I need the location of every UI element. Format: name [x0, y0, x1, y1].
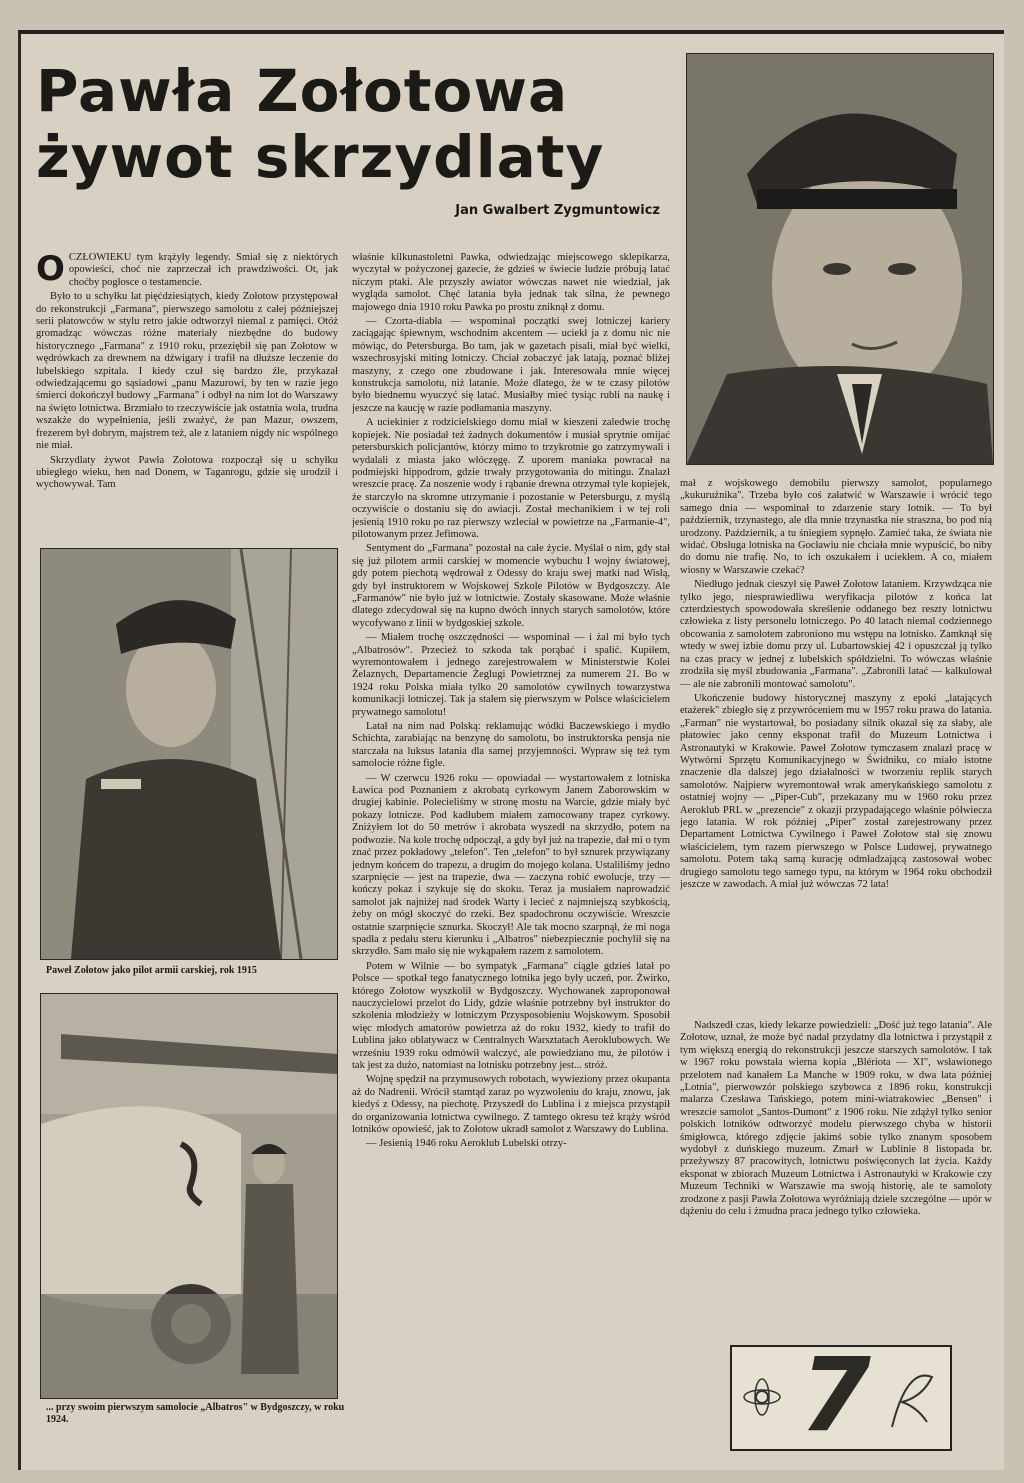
section-badge [730, 1336, 952, 1455]
portrait-photo [686, 53, 994, 465]
author-byline: Jan Gwalbert Zygmuntowicz [455, 203, 660, 218]
paragraph: Było to u schyłku lat pięćdziesiątych, kiedy Zołotow przystępował do rekonstrukcji „Farmana", pierwszego samolotu z całej późniejszej serii płatowców w stylu retro jakie odtworzył niemal z pamięci. Otóż gromadząc wówczas różne materiały niezbędne do budowy historycznego „Farmana" z 1910 roku, przeziębił się pan Zołotow w wędrówkach za drewnem na dźwigary i trafił na dłuższe leczenie do lubelskiego szpitala. I kiedy czuł się bardzo źle, przykazał odwiedzającemu go sąsiadowi „panu Mazurowi, by ten w razie jego śmierci dokończył budowy „Farmana" i odbył na nim lot do Warszawy na święto lotnictwa. Brzmiało to rzeczywiście jak ostatnia wola, trudna wszakże do wypełnienia, jeśli zważyć, że pan Mazur, owszem, frezerem był dobrym, majstrem też, ale z lataniem nigdy nic wspólnego nie miał. [36, 291, 338, 452]
paragraph: Ukończenie budowy historycznej maszyny z epoki „latających etażerek" zbiegło się z przywróceniem mu w 1957 roku prawa do latania. „Farman" nie wystartował, bo posiadany silnik okazał się za słaby, ale płatowiec jako cenny eksponat trafił do Muzeum Lotnictwa i Astronautyki w Krakowie. Paweł Zołotow tymczasem znalazł pracę w Wytwórni Sprzętu Komunikacyjnego w Świdniku, co miało istotne znaczenie dla dalszej jego działalności w tworzeniu replik starych samolotów. Najpierw wyremontował wrak amerykańskiego samolotu z ostatniej wojny — „Piper-Cub", przekazany mu w 1960 roku przez Aeroklub PRL w „prezencie" z okazji przypadającego właśnie półwiecza jego latania. W rok później „Piper" został zarejestrowany przez Departament Lotnictwa Cywilnego i Paweł Zołotow stał się znowu właścicielem, tym razem pierwszego w Polsce Ludowej, prywatnego samolotu. Potem taką samą kurację odmładzającą zastosował wobec drugiego samolotu tego samego typu, na którym w 1964 roku obchodził jeszcze w zawodach. A miał już wówczas 72 lata! [680, 692, 992, 890]
pilot-photo [40, 548, 338, 960]
photo-caption: Paweł Zołotow jako pilot armii carskiej, rok 1915 [46, 965, 257, 976]
top-rule [18, 30, 1004, 34]
title-line-2: żywot skrzydlaty [36, 123, 605, 191]
paragraph: właśnie kilkunastoletni Pawka, odwiedzając miejscowego sklepikarza, wyczytał w pożyczonej gazecie, że gdzieś w świecie ludzie próbują latać niczym ptaki. Ale przyszły awiator wówczas nawet nie wiedział, jak wygląda samolot. Chęć latania była jednak tak silna, że pewnego majowego dnia 1910 roku Pawka po prostu zniknął z domu. [352, 252, 670, 313]
paragraph: mał z wojskowego demobilu pierwszy samolot, popularnego „kukurużnika". Trzeba było coś załatwić w Warszawie i wrócić tego samego dnia — wspominał to zdarzenie stary lotnik. — To był październik, trzynastego, ale dla mnie trzynastka nie straszna, bo pod nią urodzony. Październik, a tu śniegiem sypnęło. Zamieć taka, że świata nie widać. Obsługa lotniska na Gocławiu nie chciała mnie wypuścić, bo niby do domu nie trafię. No, to ich oszukałem i uciekłem. A co, miałem wiosny w Warszawie czekać? [680, 478, 992, 576]
title-line-1: Pawła Zołotowa [36, 57, 569, 125]
paragraph: Niedługo jednak cieszył się Paweł Zołotow lataniem. Krzywdząca nie tylko jego, niesprawiedliwa weryfikacja pilotów z końca lat czterdziestych spowodowała skreślenie oddanego bez reszty lotnictwu człowieka z listy personelu lotniczego. Po 40 latach niemal codziennego obcowania z samolotem zabroniono mu wstępu na lotnisko. Zamknął się wtedy w swej izbie domu przy ul. Lubartowskiej 42 i opuszczał ją tylko na czas pracy w jednej z lubelskich spółdzielni. To wówczas właśnie zrodziła się myśl zbudowania „Farmana". „Zabronili latać — kalkulował — ale nie zabronili montować samolotu". [680, 579, 992, 690]
photo-caption: ... przy swoim pierwszym samolocie „Albatros" w Bydgoszczy, w roku 1924. [46, 1402, 345, 1425]
paragraph: Nadszedł czas, kiedy lekarze powiedzieli: „Dość już tego latania". Ale Zołotow, uznał, że może być nadal przydatny dla lotnictwa i przystąpił z tym większą energią do rekonstrukcji jeszcze starszych samolotów. I tak w 1967 roku powstała wierna kopia „Blériota — XI", wsławionego przelotem nad kanałem La Manche w 1909 roku, w dwa lata później „Lotnia", pierwowzór polskiego szybowca z 1896 roku, konstrukcji malarza Czesława Tańskiego, potem mini-wiatrakowiec „Bensen" i wreszcie samolot „Santos-Dumont" z 1906 roku. Nie zdążył tylko senior polskich lotników odtworzyć modelu pierwszego chyba w historii śmigłowca, którego zdjęcie jakimś sobie tylko znanym sposobem wydobył z duńskiego muzeum. Zmarł w Lublinie 8 listopada br. przeżywszy 87 pracowitych, lotnictwu poświęconych lat życia. Każdy eksponat w zbiorach Muzeum Lotnictwa i Astronautyki w Krakowie czy Muzeum Techniki w Warszawie ma swoją historię, ale te samoloty zrodzone z pasji Pawła Zołotowa wyróżniają dziele szczególne — upór w dążeniu do celu i żmudna praca jednego tylko człowieka. [680, 1020, 992, 1218]
paragraph: Wojnę spędził na przymusowych robotach, wywieziony przez okupanta aż do Nadrenii. Wrócił stamtąd zaraz po wyzwoleniu do kraju, znowu, jak kiedyś z Odessy, na piechotę. Przyszedł do Lublina i z miejsca przystąpił do organizowania lotnictwa cywilnego. Z tamtego okresu też krąży wśród lotników opowieść, jak to Zołotow ukradł samolot z Warszawy do Lublina. [352, 1074, 670, 1136]
article-title [36, 58, 656, 190]
portrait-illustration [687, 54, 993, 464]
article-column-3 [680, 478, 992, 1018]
paragraph: — W czerwcu 1926 roku — opowiadał — wystartowałem z lotniska Ławica pod Poznaniem z akrobatą cyrkowym Janem Zaborowskim w drugiej kabinie. Polecieliśmy w stronę mostu na Warcie, gdzie miały być pokazy lotnicze. Pod kadłubem miałem zamocowany trapez cyrkowy. Zniżyłem lot do 50 metrów i akrobata wyszedł na skrzydło, potem na podwozie. Na kole trochę odpoczął, a gdy był już na trapezie, dał mi o tym znać przez pokładowy „telefon". Ten „telefon" to był sznurek przywiązany jednym końcem do trapezu, a drugim do mojego kolana. Ustaliliśmy jedno szarpnięcie — jest na trapezie, dwa — zaczyna robić ewolucje, trzy — kończy pokaz i szykuje się do skoku. Teraz ja musiałem naprowadzić samolot jak najniżej nad środek Warty i lecieć z najmniejszą szybkością, żeby on mógł skoczyć do rzeki. Bez spadochronu oczywiście. Wreszcie ostatnie szarpnięcie sznurka. Skoczył! Ale tak mocno szarpnął, że mi noga spadła z pedału steru kierunku i „Albatros" niebezpiecznie pochylił się na skrzydło. Sam mało się nie wykąpałem razem z samolotem. [352, 772, 670, 958]
article-column-2 [352, 252, 670, 1474]
plane-photo [40, 993, 338, 1399]
paragraph: — Jesienią 1946 roku Aeroklub Lubelski otrzy- [366, 1138, 567, 1150]
paragraph: Skrzydlaty żywot Pawła Zołotowa rozpoczął się u schyłku ubiegłego wieku, hen nad Donem, w Taganrogu, gdzie się urodził i wychowywał. Tam [36, 454, 338, 491]
badge-number: 7 [800, 1336, 871, 1455]
pilot-illustration [41, 549, 337, 959]
dropcap: O [36, 252, 65, 289]
paragraph: A uciekinier z rodzicielskiego domu miał w kieszeni zaledwie trochę kopiejek. Nie posiadał też żadnych dokumentów i musiał sprytnie omijać petersburskich policjantów, którzy mimo to trzykrotnie go zatrzymywali i wydalali z miasta jako włóczęgę. Z uporem maniaka powracał na podmiejski hippodrom, gdzie trwały przygotowania do mitingu. Znalazł wreszcie pracę. Za noszenie wody i rąbanie drewna otrzymał tyle kopiejek, że starczyło na skromne utrzymanie i pozostanie w Petersburgu, z myślą oczywiście o dostaniu się do awiacji. Został mechanikiem i w tej roli jesienią 1910 roku po raz pierwszy wzleciał w powietrze na „Farmanie-4", pilotowanym przez Jefimowa. [352, 417, 670, 540]
article-column-3-continued [680, 1020, 992, 1332]
paragraph: Sentyment do „Farmana" pozostał na całe życie. Myślał o nim, gdy stał się już pilotem armii carskiej w momencie wybuchu I wojny światowej, gdy potem piechotą wędrował z Odessy do kraju swej matki nad Wisłą, gdy był instruktorem w Wojskowej Szkole Pilotów w Bydgoszczy. Ale „Farmanów" nie było już w lotnictwie. Zostały skasowane. Może właśnie dlatego zdecydował się na kupno dwóch innych starych samolotów, które wycofywano z linii w bydgoskiej szkole. [352, 543, 670, 629]
paragraph: — Czorta-diabła — wspominał początki swej lotniczej kariery zaciągając śpiewnym, wschodnim akcentem — uciekł ja z domu nic nie mówiąc, do Petersburga. Bo tam, jak w gazetach pisali, miał być wielki, wszechrosyjski miting lotniczy. Chciał zobaczyć jak latają, poznać bliżej maszyny, z czego one zbudowane i jak. Interesowała mnie więcej konstrukcja samolotu, niż latanie. Może dlatego, że w te czasy pilotów było biednemu wyuczyć się latać. Musiałby mieć tysiąc rubli na naukę i jeszcze na kaucję w razie podłamania maszyny. [352, 316, 670, 414]
paragraph: Latał na nim nad Polską: reklamując wódki Baczewskiego i mydło Schichta, zarabiając na benzynę do samolotu, bo instruktorska pensja nie starczała na luksus latania dla samej przyjemności. Wypraw się też tym samolocie różne figle. [352, 721, 670, 770]
paragraph: CZŁOWIEKU tym krążyły legendy. Śmiał się z niektórych opowieści, choć nie zaprzeczał ich prawdziwości. Ot, jak choćby pogłosce o testamencie. [68, 252, 338, 288]
paragraph: — Miałem trochę oszczędności — wspominał — i żal mi było tych „Albatrosów". Przecież to szkoda tak porąbać i spalić. Kupiłem, wyremontowałem i jednego zarejestrowałem w Ministerstwie Kolei Żelaznych, Departamencie Żeglugi Powietrznej za numerem 21. Bo w 1924 roku Polska miała tylko 20 samolotów cywilnych towarzystwa komunikacji lotniczej. Tak ja stałem się pierwszym w Polsce właścicielem prywatnego samolotu! [352, 632, 670, 718]
plane-illustration [41, 994, 337, 1398]
paragraph: Potem w Wilnie — bo sympatyk „Farmana" ciągle gdzieś latał po Polsce — spotkał tego fanatycznego lotnika jego były uczeń, por. Żwirko, którego Zołotow wyszkolił w Bydgoszczy. Wychowanek zaproponował nauczycielowi przelot do Lidy, gdzie właśnie potrzebny był instruktor do szkolenia młodzieży w lotniczym Przysposobieniu Wojskowym. Sposobił więc młodych amatorów powietrza aż do roku 1932, kiedy to trafił do Lublina jako oblatywacz w Centralnych Warsztatach Aeroklubowych. We wrześniu 1939 roku odmówił walczyć, ale powiedziano mu, że pilotów i tak jest za dużo, natomiast na lotnisku potrzebny jest... stróż. [352, 960, 670, 1071]
article-column-1 [36, 252, 338, 532]
